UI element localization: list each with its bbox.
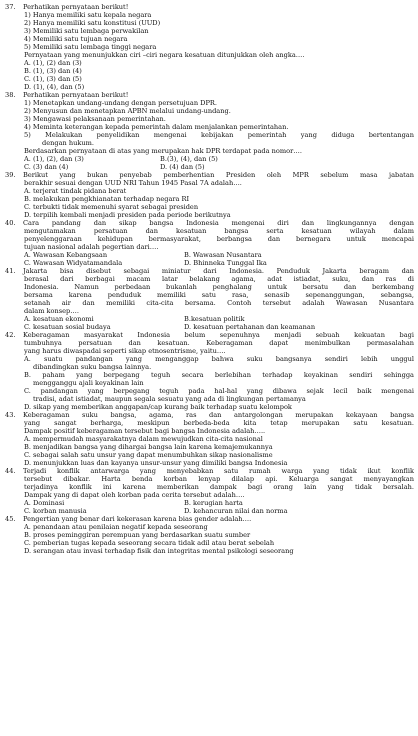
options-row — [24, 323, 414, 331]
option-d: D. serangan atau invasi terhadap fisik dan integritas mental psikologi seseorang — [24, 547, 294, 555]
option-b: B. melakukan pengkhianatan terhadap negara RI — [24, 195, 190, 203]
option-d: D. terpilih kembali menjadi presiden pada periode berikutnya — [24, 211, 231, 219]
question-39-line: berakhir sesuai dengan UUD NRI Tahun 1945 Pasal 7A adalah…. — [24, 179, 242, 187]
option-c-continued: tradisi, adat istiadat, maupun segala sesuatu yang ada di lingkungan pertamanya — [33, 395, 306, 403]
option-d: D. (4) dan (5) — [160, 163, 205, 171]
option-a: A. suatu pandangan yang menganggap bahwa suku bangsanya sendiri lebih unggul — [24, 355, 414, 363]
question-44-line: 44. Terjadi konflik antarwarga yang menyebabkan satu rumah warga yang tidak ikut konflik — [5, 467, 414, 475]
option-c: C. sebagai salah satu unsur yang dapat menumbuhkan sikap nasionalisme — [24, 451, 273, 459]
list-item: 4) Memiliki satu tujuan negara — [24, 35, 128, 43]
question-44-line: tersebut dibakar. Harta benda korban lenyap dilalap api. Keluarga sangat menyayangkan — [24, 475, 414, 483]
question-43-line: 43. Keberagaman suku bangsa, agama, ras dan antargolongan merupakan kekayaan bangsa — [5, 411, 414, 419]
question-40-line: penyelenggaraan kehidupan bermasyarakat, berbangsa dan bernegara untuk mencapai — [24, 235, 414, 243]
question-43-line: Dampak positif keberagaman tersebut bagi bangsa Indonesia adalah….. — [24, 427, 266, 435]
option-b: B.(3), (4), dan (5) — [160, 155, 218, 163]
list-item: 1) Hanya memiliki satu kepala negara — [24, 11, 152, 19]
option-b: B. kerugian harta — [184, 499, 243, 507]
list-item: 4) Meminta keterangan kepada pemerintah dalam menjalankan pemerintahan. — [24, 123, 289, 131]
option-c: C. Wawasan Widyatamandala — [24, 259, 123, 267]
list-item: 2) Menyusun dan menetapkan APBN melalui undang-undang. — [24, 107, 231, 115]
question-41-line: berasal dari berbagai macam latar belakang agama, adat istiadat, suku, dan ras di — [24, 275, 414, 283]
question-42-line: tumbuhnya persatuan dan kesatuan. Keberagaman dapat menimbulkan permasalahan — [24, 339, 414, 347]
option-a: A. (1), (2) dan (3) — [24, 59, 82, 67]
question-44-line: Dampak yang di dapat oleh korban pada cerita tersebut adalah…. — [24, 491, 245, 499]
option-a: A. Wawasan Kebangsaan — [24, 251, 108, 259]
question-43-line: yang sangat berharga, meskipun berbeda-beda kita tetap merupakan satu kesatuan. — [24, 419, 414, 427]
option-c: C. kesatuan sosial budaya — [24, 323, 111, 331]
question-37-stem: 37. Perhatikan pernyataan berikut! — [5, 3, 129, 11]
option-a: A. penandaan atau penilaian negatif kepada seseorang — [24, 523, 208, 531]
option-a: A. (1), (2), dan (3) — [24, 155, 84, 163]
question-45-line: 45. Pengertian yang benar dari kekerasan karena bias gender adalah…. — [5, 515, 252, 523]
option-c: C. terbukti tidak memenuhi syarat sebagai presiden — [24, 203, 199, 211]
list-item: 5) Memiliki satu lembaga tinggi negara — [24, 43, 157, 51]
option-a: A. mempermudah masyarakatnya dalam mewujudkan cita-cita nasional — [24, 435, 263, 443]
option-b: B. menjadikan bangsa yang dihargai bangsa lain karena kemajemukannya — [24, 443, 273, 451]
option-b: B. proses peminggiran perempuan yang berdasarkan suatu sumber — [24, 531, 251, 539]
question-40-line: tujuan nasional adalah pegertian dari…. — [24, 243, 159, 251]
options-row — [24, 499, 414, 507]
question-38-stem: 38. Perhatikan pernyataan berikut! — [5, 91, 129, 99]
option-d: D. Bhinneka Tunggal Ika — [184, 259, 267, 267]
option-d: D. menunjukkan luas dan kayanya unsur-unsur yang dimiliki bangsa Indonesia — [24, 459, 288, 467]
option-a: A. Dominasi — [24, 499, 65, 507]
option-c: C. korban manusia — [24, 507, 87, 515]
question-42-line: 42. Keberagaman masyarakat Indonesia belum sepenuhnya menjadi sebuah kekuatan bagi — [5, 331, 414, 339]
option-c: C. (1), (3) dan (5) — [24, 75, 82, 83]
question-40-line: 40. Cara pandang dan sikap bangsa Indonesia mengenai diri dan lingkungannya dengan — [5, 219, 414, 227]
list-item: 3) Mengawasi pelaksanaan pemerintahan. — [24, 115, 166, 123]
option-c: C. pandangan yang berpegang teguh pada hal-hal yang dibawa sejak lecil baik mengenai — [24, 387, 414, 395]
option-c: C. (3) dan (4) — [24, 163, 69, 171]
question-41-line: dalam konsep…. — [24, 307, 79, 315]
list-item-continued: dengan hukum. — [42, 139, 94, 147]
question-41-line: 41. Jakarta bisa disebut sebagai miniatur dari Indonesia. Penduduk Jakarta beragam dan — [5, 267, 414, 275]
options-row — [24, 163, 414, 171]
option-a-continued: dibandingkan suku bangsa lainnya. — [33, 363, 152, 371]
option-d: D. sikap yang memberikan anggapan/cap kurang baik terhadap suatu kelompok — [24, 403, 292, 411]
option-b: B. paham yang berpegang teguh secara berlebihan terhadap keyakinan sendiri sehingga — [24, 371, 414, 379]
question-42-line: yang harus diwaspadai seperti sikap etnosentrisme, yaitu…. — [24, 347, 226, 355]
option-d: D. kesatuan pertahanan dan keamanan — [184, 323, 316, 331]
options-row — [24, 259, 414, 267]
question-41-line: Indonesia. Namun perbedaan bukanlah penghalang untuk bersatu dan berkembang — [24, 283, 414, 291]
question-41-line: bersama karena penduduk memiliki satu rasa, senasib sepenanggungan, sebangsa, — [24, 291, 414, 299]
option-d: D. kehancuran nilai dan norma — [184, 507, 288, 515]
option-a: A. kesatuan ekonomi — [24, 315, 94, 323]
option-b: B.kesatuan politik — [184, 315, 245, 323]
question-39-line: 39. Berikut yang bukan penyebab pemberhentian Presiden oleh MPR sebelum masa jabatan — [5, 171, 414, 179]
options-row — [24, 315, 414, 323]
option-b: B. Wawasan Nusantara — [184, 251, 262, 259]
options-row — [24, 155, 414, 163]
list-item: 1) Menetapkan undang-undang dengan persetujuan DPR. — [24, 99, 217, 107]
question-38-text: Berdasarkan pernyataan di atas yang merupakan hak DPR terdapat pada nomor…. — [24, 147, 302, 155]
question-41-line: setanah air dan memiliki cita-cita bersama. Contoh tersebut adalah Wawasan Nusantara — [24, 299, 414, 307]
option-a: A. terjerat tindak pidana berat — [24, 187, 127, 195]
options-row — [24, 251, 414, 259]
question-37-text: Pernyataan yang menunjukkan ciri –ciri negara kesatuan ditunjukkan oleh angka…. — [24, 51, 305, 59]
question-40-line: mengutamakan persatuan dan kesatuan bangsa serta kesatuan wilayah dalam — [24, 227, 414, 235]
option-c: C. pemberian tugas kepada seseorang secara tidak adil atau berat sebelah — [24, 539, 275, 547]
options-row — [24, 507, 414, 515]
option-d: D. (1), (4), dan (5) — [24, 83, 85, 91]
option-b: B. (1), (3) dan (4) — [24, 67, 82, 75]
question-44-line: terjadinya konflik ini karena memberikan dampak bagi orang lain yang tidak bersalah. — [24, 483, 414, 491]
list-item: 2) Hanya memiliki satu konstitusi (UUD) — [24, 19, 161, 27]
list-item: 3) Memiliki satu lembaga perwakilan — [24, 27, 149, 35]
option-b-continued: mengganggu ajali keyakinan lain — [33, 379, 144, 387]
list-item: 5) Melakukan penyelidikan mengenai kebijakan pemerintah yang diduga bertentangan — [24, 131, 414, 139]
